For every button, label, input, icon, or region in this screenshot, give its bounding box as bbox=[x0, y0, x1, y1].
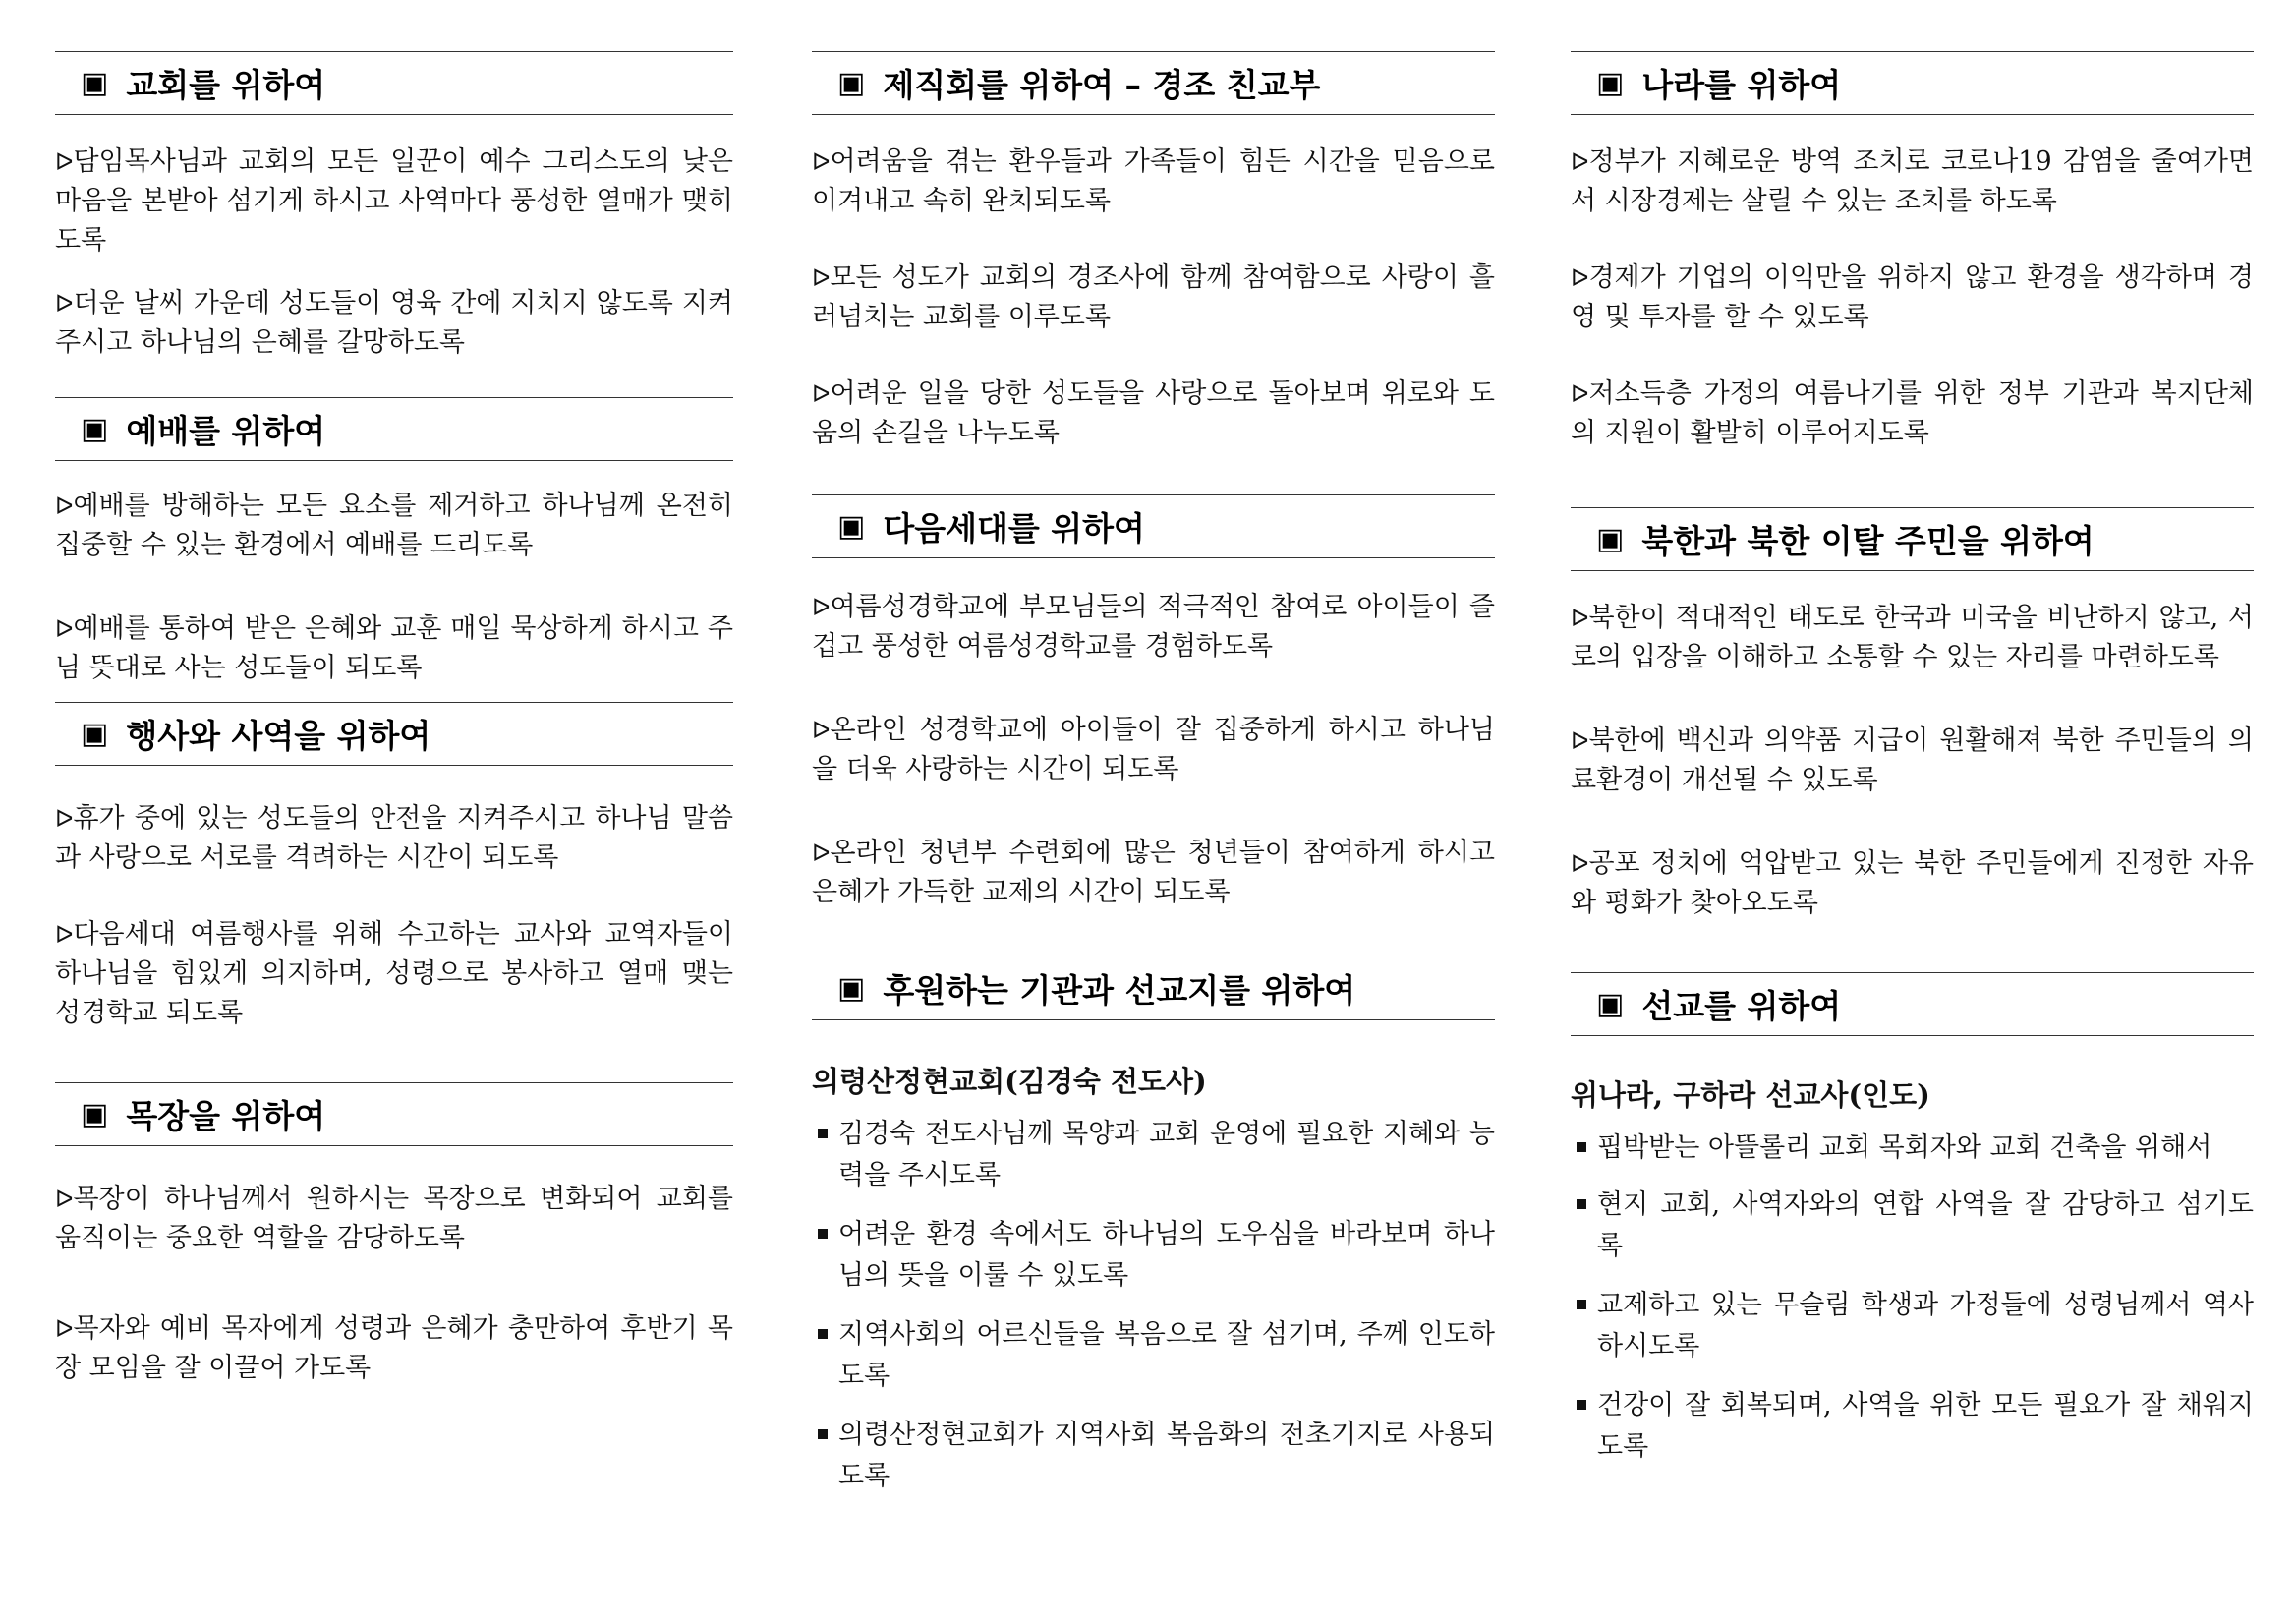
section-nation bbox=[1571, 51, 2254, 453]
triangle-icon: ᐅ bbox=[812, 148, 831, 176]
prayer-item: ᐅ저소득층 가정의 여름나기를 위한 정부 기관과 복지단체의 지원이 활발히 이루어지도록 bbox=[1571, 378, 2254, 448]
square-bullet-icon bbox=[1577, 1142, 1586, 1152]
section-title: 다음세대를 위하여 bbox=[883, 509, 1145, 548]
triangle-icon: ᐅ bbox=[1571, 380, 1589, 408]
square-bullet-icon bbox=[818, 1429, 828, 1439]
section-missions bbox=[1571, 972, 2254, 1468]
triangle-icon: ᐅ bbox=[1571, 148, 1589, 176]
bullet-item: 지역사회의 어르신들을 복음으로 잘 섬기며, 주께 인도하도록 bbox=[812, 1314, 1495, 1397]
section-header bbox=[55, 51, 733, 115]
prayer-item: ᐅ공포 정치에 억압받고 있는 북한 주민들에게 진정한 자유와 평화가 찾아오도록 bbox=[1571, 848, 2254, 918]
square-mark-icon: ▣ bbox=[837, 66, 866, 100]
square-bullet-icon bbox=[1577, 1400, 1586, 1410]
section-title: 선교를 위하여 bbox=[1641, 987, 1842, 1025]
section-events bbox=[55, 702, 733, 1033]
square-bullet-icon bbox=[818, 1129, 828, 1138]
prayer-item: ᐅ어려운 일을 당한 성도들을 사랑으로 돌아보며 위로와 도움의 손길을 나누도록 bbox=[812, 378, 1495, 448]
section-north-korea bbox=[1571, 507, 2254, 923]
triangle-icon: ᐅ bbox=[1571, 727, 1589, 755]
section-title: 후원하는 기관과 선교지를 위하여 bbox=[883, 971, 1356, 1010]
section-header bbox=[1571, 51, 2254, 115]
prayer-item: ᐅ예배를 통하여 받은 은혜와 교훈 매일 묵상하게 하시고 주님 뜻대로 사는 성도들이 되도록 bbox=[55, 613, 733, 683]
section-header bbox=[812, 494, 1495, 558]
square-mark-icon: ▣ bbox=[837, 509, 866, 544]
section-header bbox=[55, 1082, 733, 1146]
prayer-item: ᐅ북한에 백신과 의약품 지급이 원활해져 북한 주민들의 의료환경이 개선될 수 있도록 bbox=[1571, 725, 2254, 795]
bullet-item: 의령산정현교회가 지역사회 복음화의 전초기지로 사용되도록 bbox=[812, 1415, 1495, 1497]
section-header bbox=[812, 957, 1495, 1020]
square-mark-icon: ▣ bbox=[1596, 987, 1625, 1021]
section-missions-support bbox=[812, 957, 1495, 1497]
prayer-item: ᐅ휴가 중에 있는 성도들의 안전을 지켜주시고 하나님 말씀과 사랑으로 서로를 격려하는 시간이 되도록 bbox=[55, 803, 733, 873]
bullet-item: 건강이 잘 회복되며, 사역을 위한 모든 필요가 잘 채워지도록 bbox=[1571, 1385, 2254, 1468]
section-title: 예배를 위하여 bbox=[126, 412, 326, 450]
section-title: 제직회를 위하여 – 경조 친교부 bbox=[883, 66, 1321, 104]
section-worship bbox=[55, 397, 733, 688]
triangle-icon: ᐅ bbox=[55, 921, 74, 949]
section-title: 나라를 위하여 bbox=[1641, 66, 1842, 104]
triangle-icon: ᐅ bbox=[812, 264, 831, 292]
section-title: 북한과 북한 이탈 주민을 위하여 bbox=[1641, 522, 2095, 560]
triangle-icon: ᐅ bbox=[1571, 605, 1589, 632]
triangle-icon: ᐅ bbox=[812, 380, 831, 408]
prayer-item: ᐅ모든 성도가 교회의 경조사에 함께 참여함으로 사랑이 흘러넘치는 교회를 이루도록 bbox=[812, 262, 1495, 332]
prayer-item: ᐅ경제가 기업의 이익만을 위하지 않고 환경을 생각하며 경영 및 투자를 할 수 있도록 bbox=[1571, 262, 2254, 332]
triangle-icon: ᐅ bbox=[55, 615, 74, 643]
triangle-icon: ᐅ bbox=[812, 594, 831, 621]
square-bullet-icon bbox=[818, 1229, 828, 1239]
prayer-item: ᐅ목장이 하나님께서 원하시는 목장으로 변화되어 교회를 움직이는 중요한 역할을 감당하도록 bbox=[55, 1184, 733, 1253]
triangle-icon: ᐅ bbox=[1571, 264, 1589, 292]
prayer-item: ᐅ다음세대 여름행사를 위해 수고하는 교사와 교역자들이 하나님을 힘있게 의지하며, 성령으로 봉사하고 열매 맺는 성경학교 되도록 bbox=[55, 919, 733, 1028]
section-title: 목장을 위하여 bbox=[126, 1097, 326, 1135]
section-header bbox=[55, 397, 733, 461]
section-header bbox=[55, 702, 733, 766]
section-title: 행사와 사역을 위하여 bbox=[126, 717, 431, 755]
column-1 bbox=[55, 51, 733, 1388]
triangle-icon: ᐅ bbox=[55, 1315, 74, 1343]
column-2 bbox=[812, 51, 1495, 1497]
prayer-item: ᐅ온라인 성경학교에 아이들이 잘 집중하게 하시고 하나님을 더욱 사랑하는 시간이 되도록 bbox=[812, 715, 1495, 784]
prayer-item: ᐅ온라인 청년부 수련회에 많은 청년들이 참여하게 하시고 은혜가 가득한 교제의 시간이 되도록 bbox=[812, 838, 1495, 907]
prayer-item: ᐅ담임목사님과 교회의 모든 일꾼이 예수 그리스도의 낮은 마음을 본받아 섬기게 하시고 사역마다 풍성한 열매가 맺히도록 bbox=[55, 146, 733, 256]
square-mark-icon: ▣ bbox=[81, 1097, 109, 1131]
triangle-icon: ᐅ bbox=[55, 493, 74, 520]
square-bullet-icon bbox=[1577, 1300, 1586, 1309]
bullet-item: 핍박받는 아뜰롤리 교회 목회자와 교회 건축을 위해서 bbox=[1571, 1128, 2254, 1169]
square-mark-icon: ▣ bbox=[81, 717, 109, 751]
triangle-icon: ᐅ bbox=[55, 290, 74, 318]
bullet-item: 교제하고 있는 무슬림 학생과 가정들에 성령님께서 역사하시도록 bbox=[1571, 1285, 2254, 1367]
sub-heading: 의령산정현교회(김경숙 전도사) bbox=[812, 1065, 1207, 1098]
square-mark-icon: ▣ bbox=[1596, 522, 1625, 556]
prayer-item: ᐅ목자와 예비 목자에게 성령과 은혜가 충만하여 후반기 목장 모임을 잘 이끌어 가도록 bbox=[55, 1313, 733, 1383]
bullet-list bbox=[1571, 1128, 2254, 1468]
prayer-item: ᐅ예배를 방해하는 모든 요소를 제거하고 하나님께 온전히 집중할 수 있는 환경에서 예배를 드리도록 bbox=[55, 491, 733, 560]
square-mark-icon: ▣ bbox=[81, 66, 109, 100]
square-mark-icon: ▣ bbox=[837, 971, 866, 1006]
section-header bbox=[812, 51, 1495, 115]
square-bullet-icon bbox=[818, 1329, 828, 1339]
section-next-generation bbox=[812, 494, 1495, 912]
bullet-item: 어려운 환경 속에서도 하나님의 도우심을 바라보며 하나님의 뜻을 이룰 수 있도록 bbox=[812, 1214, 1495, 1297]
square-bullet-icon bbox=[1577, 1199, 1586, 1209]
prayer-item: ᐅ더운 날씨 가운데 성도들이 영육 간에 지치지 않도록 지켜주시고 하나님의 은혜를 갈망하도록 bbox=[55, 288, 733, 358]
section-church bbox=[55, 51, 733, 363]
triangle-icon: ᐅ bbox=[812, 717, 831, 744]
section-header bbox=[1571, 972, 2254, 1036]
prayer-item: ᐅ북한이 적대적인 태도로 한국과 미국을 비난하지 않고, 서로의 입장을 이해하고 소통할 수 있는 자리를 마련하도록 bbox=[1571, 603, 2254, 672]
bullet-item: 김경숙 전도사님께 목양과 교회 운영에 필요한 지혜와 능력을 주시도록 bbox=[812, 1114, 1495, 1196]
triangle-icon: ᐅ bbox=[55, 805, 74, 833]
square-mark-icon: ▣ bbox=[81, 412, 109, 446]
section-header bbox=[1571, 507, 2254, 571]
section-deacons bbox=[812, 51, 1495, 453]
bullet-list bbox=[812, 1114, 1495, 1497]
column-3 bbox=[1571, 51, 2254, 1468]
square-mark-icon: ▣ bbox=[1596, 66, 1625, 100]
prayer-item: ᐅ어려움을 겪는 환우들과 가족들이 힘든 시간을 믿음으로 이겨내고 속히 완치되도록 bbox=[812, 146, 1495, 216]
triangle-icon: ᐅ bbox=[1571, 850, 1589, 878]
sub-heading: 위나라, 구하라 선교사(인도) bbox=[1571, 1078, 1930, 1112]
triangle-icon: ᐅ bbox=[55, 1186, 74, 1213]
triangle-icon: ᐅ bbox=[812, 840, 831, 867]
prayer-item: ᐅ여름성경학교에 부모님들의 적극적인 참여로 아이들이 즐겁고 풍성한 여름성경학교를 경험하도록 bbox=[812, 592, 1495, 662]
prayer-item: ᐅ정부가 지혜로운 방역 조치로 코로나19 감염을 줄여가면서 시장경제는 살릴 수 있는 조치를 하도록 bbox=[1571, 146, 2254, 216]
triangle-icon: ᐅ bbox=[55, 148, 74, 176]
bullet-item: 현지 교회, 사역자와의 연합 사역을 잘 감당하고 섬기도록 bbox=[1571, 1185, 2254, 1267]
section-title: 교회를 위하여 bbox=[126, 66, 326, 104]
section-cell-group bbox=[55, 1082, 733, 1388]
